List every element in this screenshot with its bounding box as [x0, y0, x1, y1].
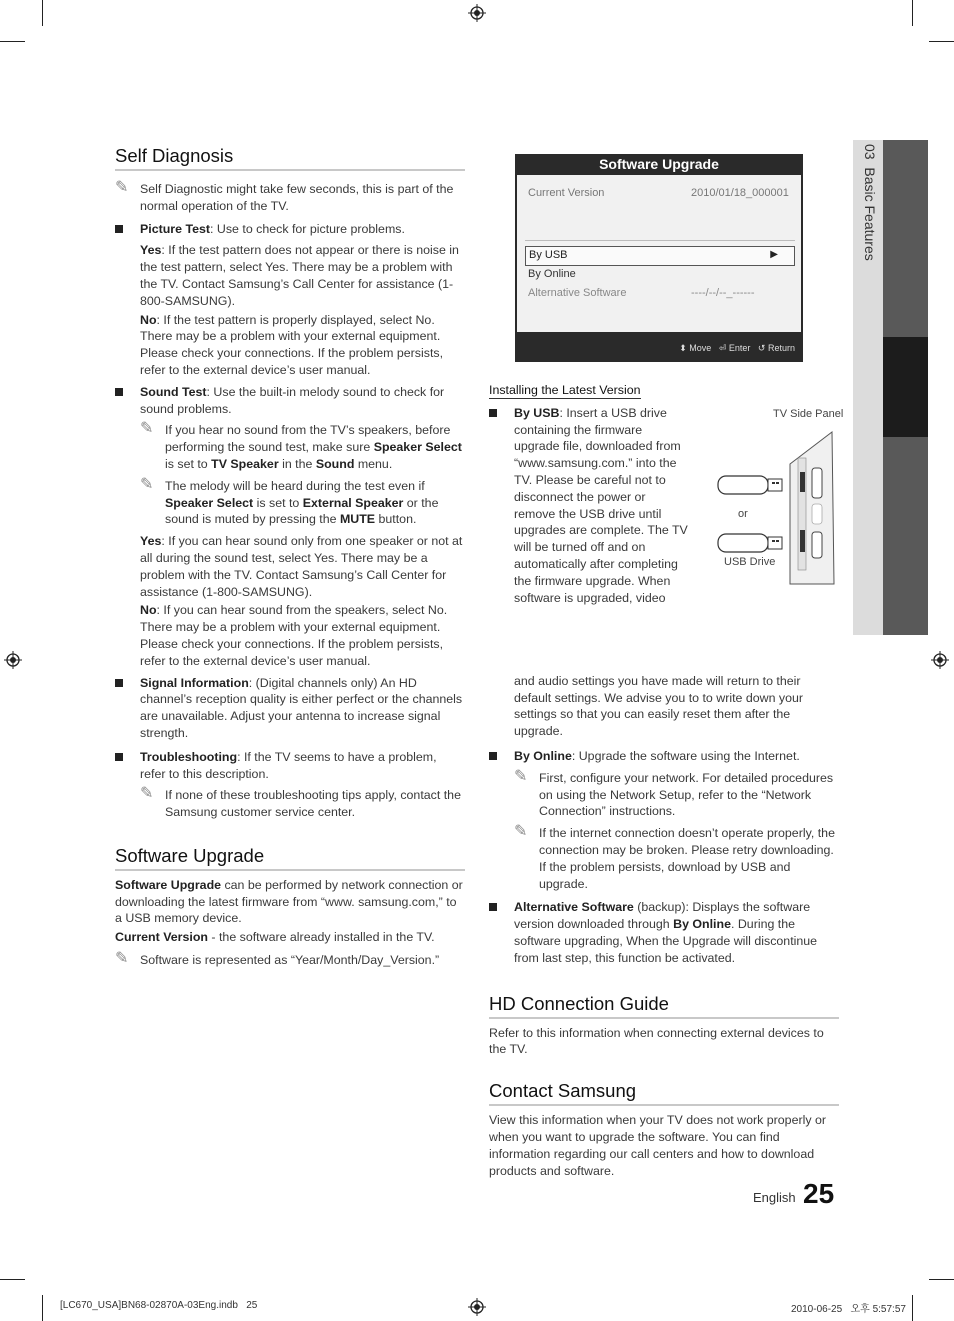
- registration-mark-icon: [468, 4, 486, 22]
- page-number: 25: [803, 1178, 835, 1209]
- pencil-note-icon: ✎: [140, 420, 154, 438]
- note-paragraph: ✎ Self Diagnostic might take few seconds, this is part of the normal operation of the TV.: [115, 179, 454, 213]
- chapter-title: Basic Features: [862, 167, 878, 261]
- crop-mark: [912, 0, 913, 26]
- move-arrows-icon: ⬍: [679, 343, 687, 353]
- alternative-software-item: Alternative Software (backup): Displays the software version downloaded through By Online. During the software upgrading, When the Upgrade will discontinue from last step, this function be activated.: [489, 899, 839, 966]
- crop-mark: [0, 1279, 25, 1280]
- crop-mark: [929, 41, 954, 42]
- registration-mark-icon: [931, 651, 949, 669]
- osd-item-by-online[interactable]: By Online: [528, 268, 576, 280]
- osd-item-alternative-software[interactable]: Alternative Software: [528, 287, 627, 299]
- troubleshooting-item: Troubleshooting: If the TV seems to have a problem, refer to this description.: [115, 749, 465, 783]
- osd-current-version-value: 2010/01/18_000001: [691, 187, 789, 199]
- osd-item-by-usb-label: By USB: [529, 249, 568, 261]
- file-info: [LC670_USA]BN68-02870A-03Eng.indb 25: [60, 1300, 258, 1311]
- hd-connection-guide-text: Refer to this information when connecting external devices to the TV.: [489, 1025, 824, 1057]
- pencil-note-icon: ✎: [140, 785, 154, 803]
- picture-test-yes: Yes: If the test pattern does not appear or there is noise in the test pattern, select Yes. There may be a problem with the TV. Contact Samsung’s Call Center for assistance (1-800-SAMSUNG).: [140, 243, 459, 308]
- bullet-square: [115, 225, 123, 233]
- side-tab-stripe: [883, 437, 928, 635]
- installing-heading: Installing the Latest Version: [489, 383, 641, 397]
- online-note-2: ✎ If the internet connection doesn’t operate properly, the connection may be broken. Please retry downloading. If the problem persists, download by USB and upgrade.: [514, 823, 835, 891]
- sound-test-no: No: If you can hear sound from the speakers, select No. There may be a problem with your external equipment. Please check your connections. If the problem persists, refer to the external device’s user manual.: [140, 603, 448, 668]
- left-column: [115, 145, 465, 969]
- pencil-note-icon: ✎: [514, 767, 528, 785]
- registration-mark-icon: [468, 1298, 486, 1316]
- osd-panel: [517, 175, 801, 332]
- crop-mark: [0, 41, 25, 42]
- crop-mark: [912, 1295, 913, 1321]
- contact-samsung-text: View this information when your TV does not work properly or when you want to upgrade the software. You can find information regarding our call centers and how to download products and software.: [489, 1113, 827, 1178]
- troubleshooting-note: ✎ If none of these troubleshooting tips apply, contact the Samsung customer service center.: [140, 785, 461, 820]
- pencil-note-icon: ✎: [115, 179, 129, 196]
- side-tab-stripe: [883, 140, 928, 337]
- crop-mark: [929, 1279, 954, 1280]
- version-format-note: ✎ Software is represented as “Year/Month/Day_Version.”: [115, 950, 440, 968]
- bullet-square: [115, 753, 123, 761]
- picture-test-no: No: If the test pattern is properly displayed, select No. There may be a problem with your external equipment. Please check your connections. If the problem persists, refer to the external device’s user manual.: [140, 312, 444, 377]
- osd-divider: [525, 240, 795, 241]
- contact-samsung-heading: Contact Samsung: [489, 1080, 839, 1106]
- osd-item-by-usb[interactable]: [525, 246, 795, 266]
- usb-drive-label: USB Drive: [724, 556, 776, 568]
- by-usb-continued: and audio settings you have made will return to their default settings. We advise you to to write down your settings so that you can easily reset them after the upgrade.: [514, 673, 804, 739]
- self-diagnosis-heading: Self Diagnosis: [115, 145, 465, 171]
- osd-alt-value: ----/--/--_------: [691, 287, 755, 299]
- bullet-square: [489, 409, 497, 417]
- osd-current-version-label: Current Version: [528, 187, 605, 199]
- chapter-number: 03: [862, 144, 878, 160]
- crop-mark: [42, 0, 43, 26]
- osd-title: Software Upgrade: [599, 156, 719, 172]
- crop-mark: [42, 1295, 43, 1321]
- by-usb-item: By USB: Insert a USB drive containing the firmware upgrade file, downloaded from “www.samsung.com.” into the TV. Please be careful not to disconnect the power or remove the USB drive until upgrades are complete. The TV will be turned off and on automatically after completing the firmware upgrade. When software is upgraded, video: [489, 405, 839, 673]
- picture-test-item: Picture Test: Use to check for picture problems.: [115, 221, 465, 238]
- software-upgrade-osd: [515, 154, 803, 362]
- diagram-or-label: or: [738, 508, 748, 520]
- pencil-note-icon: ✎: [140, 475, 154, 493]
- bullet-square: [115, 679, 123, 687]
- play-arrow-icon: ▶: [770, 249, 778, 260]
- sound-note-2: ✎ The melody will be heard during the test even if Speaker Select is set to External Speaker or the sound is muted by pressing the MUTE button.: [140, 475, 439, 527]
- tv-side-panel-label: TV Side Panel: [773, 408, 844, 420]
- footer-language: English: [753, 1190, 796, 1205]
- software-upgrade-para: Software Upgrade can be performed by network connection or downloading the latest firmware from “www. samsung.com,” to a USB memory device.: [115, 877, 463, 926]
- side-tab-stripe-active: [883, 337, 928, 437]
- print-date: 2010-06-25 오후 5:57:57: [791, 1304, 906, 1315]
- bullet-square: [489, 752, 497, 760]
- pencil-note-icon: ✎: [514, 823, 528, 841]
- sound-test-item: Sound Test: Use the built-in melody sound to check for sound problems.: [115, 384, 465, 418]
- hd-connection-guide-heading: HD Connection Guide: [489, 993, 839, 1019]
- bullet-square: [489, 903, 497, 911]
- online-note-1: ✎ First, configure your network. For detailed procedures on using the Network Setup, refer to the “Network Connection” instructions.: [514, 767, 834, 819]
- signal-information-item: Signal Information: (Digital channels only) An HD channel’s reception quality is either perfect or the channels are unavailable. Adjust your antenna to increase signal strength.: [115, 675, 465, 742]
- sound-note-1: ✎ If you hear no sound from the TV’s speakers, before performing the sound test, make sure Speaker Select is set to TV Speaker in the Sound menu.: [140, 420, 462, 471]
- bullet-square: [115, 388, 123, 396]
- osd-footer: ⬍ Move ⏎ Enter ↺ Return: [679, 343, 795, 353]
- by-online-item: By Online: Upgrade the software using the Internet.: [489, 748, 839, 765]
- pencil-note-icon: ✎: [115, 950, 129, 968]
- sound-test-yes: Yes: If you can hear sound only from one speaker or not at all during the sound test, select Yes. There may be a problem with the TV. Contact Samsung’s Call Center for assistance (1-800-SAMSUNG).: [140, 534, 463, 599]
- current-version-para: Current Version - the software already installed in the TV.: [115, 930, 435, 945]
- side-tab-label: [858, 144, 878, 284]
- enter-icon: ⏎: [718, 343, 727, 353]
- return-icon: ↺: [757, 343, 766, 353]
- registration-mark-icon: [4, 651, 22, 669]
- software-upgrade-heading: Software Upgrade: [115, 845, 465, 871]
